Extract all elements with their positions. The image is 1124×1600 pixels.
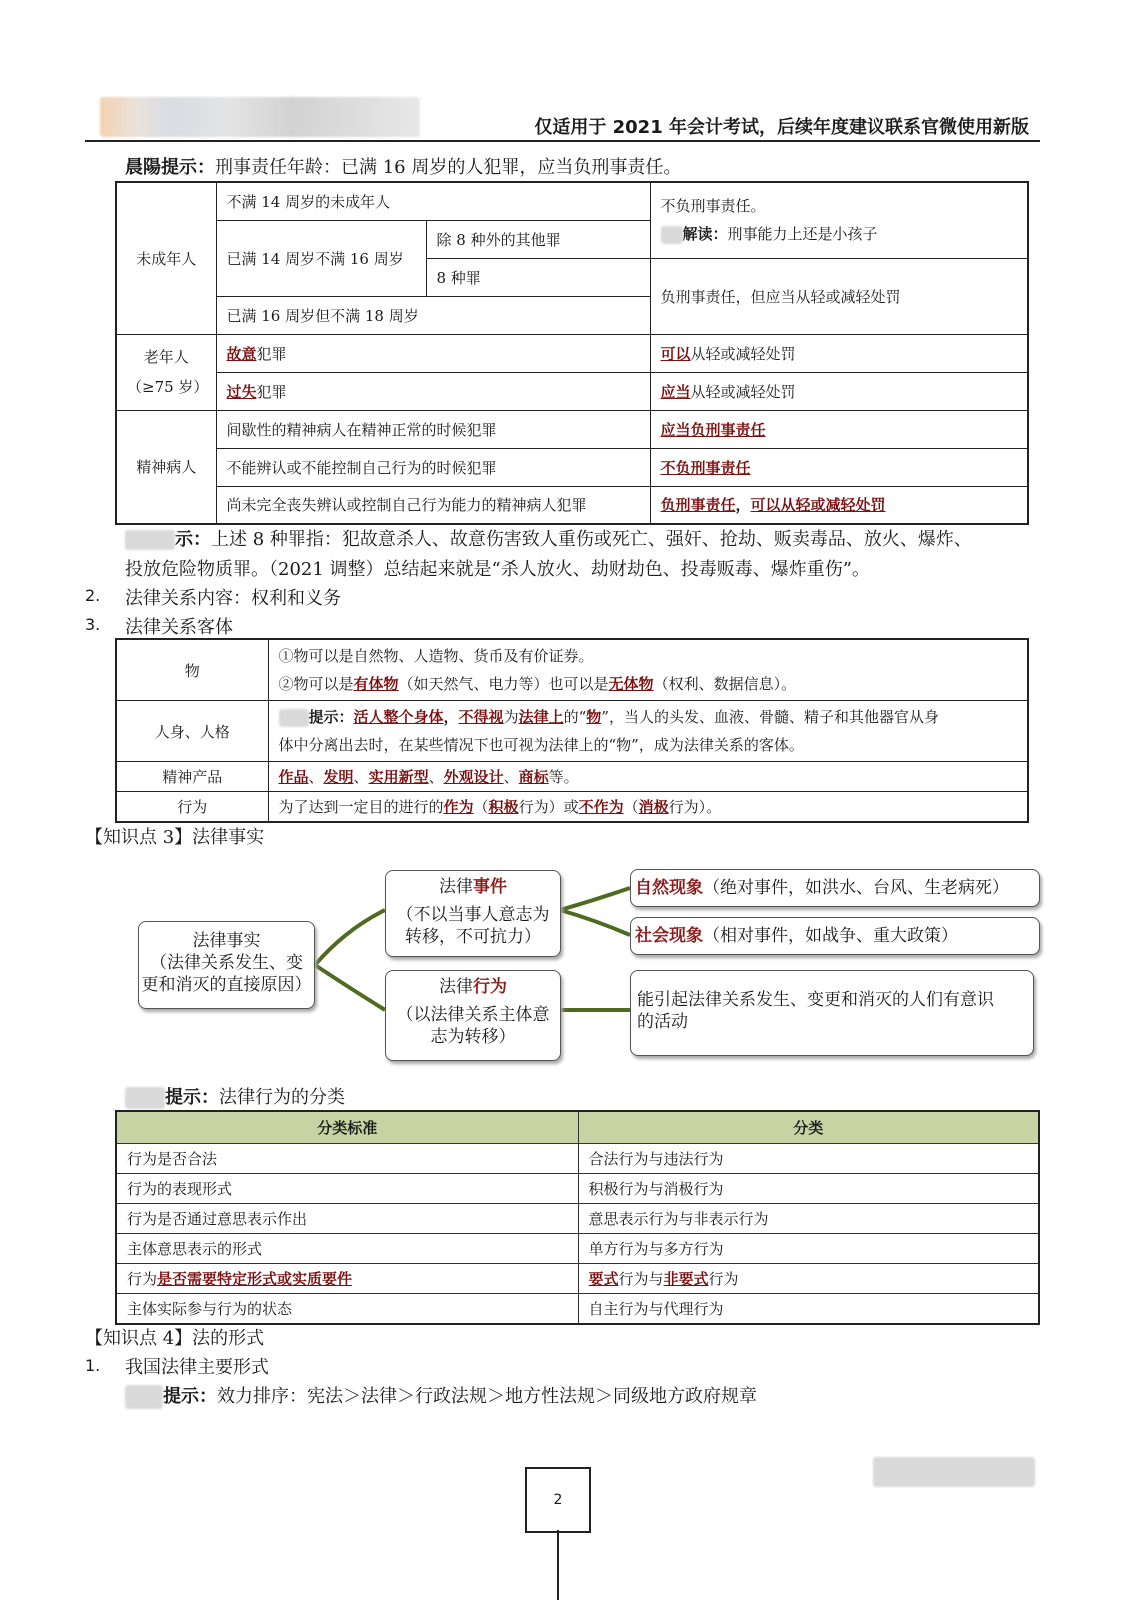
elder-shall: 应当 xyxy=(660,382,691,401)
hint-text: 刑事责任年龄：已满 16 周岁的人犯罪，应当负刑事责任。 xyxy=(215,157,682,178)
t3-r3c1: 行为是否通过意思表示作出 xyxy=(116,1204,578,1234)
table3-header xyxy=(116,1111,1039,1144)
elder-negligent: 过失 xyxy=(226,382,257,401)
t2-person-h: ”，当人的头发、血液、骨髓、精子和其他器官从身 xyxy=(601,708,939,726)
node-action-description xyxy=(630,970,1034,1056)
t2-works: 作品 xyxy=(278,768,309,786)
action-desc-l1: 能引起法律关系发生、变更和消灭的人们有意识 xyxy=(637,990,994,1010)
t2-invention: 发明 xyxy=(323,768,354,786)
cell-16-18: 已满 16 周岁但不满 18 周岁 xyxy=(216,296,650,334)
t2-act-a: 为了达到一定目的进行的 xyxy=(278,797,444,816)
elder-r2-rest: 犯罪 xyxy=(256,382,287,401)
obj-person-label: 人身、人格 xyxy=(116,701,268,762)
elder-res2-rest: 从轻或减轻处罚 xyxy=(690,382,796,401)
node-natural-phenomenon xyxy=(630,869,1040,907)
node-legal-event xyxy=(385,870,561,957)
t2-sep4: 、 xyxy=(503,768,519,786)
interpret-text: 刑事能力上还是小孩子 xyxy=(727,225,878,244)
hint2-line1: 上述 8 种罪指：犯故意杀人、故意伤害致人重伤或死亡、强奸、抢劫、贩卖毒品、放火、爆炸、 xyxy=(211,529,972,550)
elder-label: 老年人 xyxy=(143,348,189,366)
t3-r6c2: 自主行为与代理行为 xyxy=(578,1294,1039,1325)
kp3-title: 【知识点 3】法律事实 xyxy=(85,827,265,848)
hint3-text: 法律行为的分类 xyxy=(219,1087,345,1108)
t2-act-c: （ xyxy=(473,797,489,816)
cell-other-crimes: 除 8 种外的其他罪 xyxy=(426,220,650,258)
t2-thing-e: （权利、数据信息）。 xyxy=(653,675,797,693)
group-mental: 精神病人 xyxy=(116,410,216,524)
item3-num: 3. xyxy=(85,615,101,634)
header-criterion: 分类标准 xyxy=(116,1111,578,1144)
action-classification-table xyxy=(115,1110,1040,1325)
root-l1: 法律事实 xyxy=(192,931,261,951)
hint4-text: 效力排序：宪法＞法律＞行政法规＞地方性法规＞同级地方政府规章 xyxy=(217,1386,757,1407)
mental-r1: 间歇性的精神病人在精神正常的时候犯罪 xyxy=(216,410,650,448)
connector-root-action xyxy=(315,965,385,1010)
t3-r1c1: 行为是否合法 xyxy=(116,1144,578,1174)
mental-res3a: 负刑事责任 xyxy=(660,496,736,515)
interpret-label: 解读： xyxy=(682,225,728,244)
table-row xyxy=(116,1234,1039,1264)
item1b-num: 1. xyxy=(85,1356,101,1375)
t2-sep2: 、 xyxy=(353,768,369,786)
t2-thing-c: （如天然气、电力等）也可以是 xyxy=(398,675,609,693)
node-legal-fact xyxy=(138,921,315,1009)
t2-act-b: 作为 xyxy=(443,797,474,816)
t3-r6c1: 主体实际参与行为的状态 xyxy=(116,1294,578,1325)
mental-res1: 应当负刑事责任 xyxy=(660,420,766,439)
hint-legal-hierarchy xyxy=(125,1382,757,1409)
t3-r5-d: 行为与 xyxy=(618,1270,664,1288)
t2-person-f: 的“ xyxy=(563,708,587,726)
root-l2: （法律关系发生、变 xyxy=(150,953,303,973)
table-row xyxy=(116,1204,1039,1234)
action-l3: 志为转移） xyxy=(430,1027,516,1047)
t2-act-g: （ xyxy=(623,797,639,816)
cell-14-16: 已满 14 周岁不满 16 周岁 xyxy=(216,220,426,296)
natural-rest: （绝对事件，如洪水、台风、生老病死） xyxy=(703,878,1009,898)
t3-r3c2: 意思表示行为与非表示行为 xyxy=(578,1204,1039,1234)
t3-r4c1: 主体意思表示的形式 xyxy=(116,1234,578,1264)
action-l2: （以法律关系主体意 xyxy=(396,1005,550,1025)
elder-intentional: 故意 xyxy=(226,344,257,363)
mental-r2: 不能辨认或不能控制自己行为的时候犯罪 xyxy=(216,448,650,486)
hint2-line2: 投放危险物质罪。（2021 调整）总结起来就是“杀人放火、劫财劫色、投毒贩毒、爆炸重伤”。 xyxy=(125,559,870,580)
t2-sep3: 、 xyxy=(428,768,444,786)
t2-person-b: ， xyxy=(443,708,459,726)
header-text: 仅适用于 2021 年会计考试，后续年度建议联系官微使用新版 xyxy=(534,117,1029,138)
t2-utility: 实用新型 xyxy=(368,768,429,786)
elder-may: 可以 xyxy=(660,344,691,363)
obj-thing-label: 物 xyxy=(116,639,268,701)
page-line xyxy=(557,1530,559,1600)
elder-r1-rest: 犯罪 xyxy=(256,344,287,363)
t2-act-h: 消极 xyxy=(638,797,669,816)
item2-num: 2. xyxy=(85,586,101,605)
page-number: 2 xyxy=(525,1467,591,1533)
t2-person-d: 为 xyxy=(503,708,519,726)
t2-intangible: 无体物 xyxy=(608,675,654,693)
t2-person-g: 物 xyxy=(586,708,602,726)
cell-under-14: 不满 14 周岁的未成年人 xyxy=(216,182,650,220)
kp4-title: 【知识点 4】法的形式 xyxy=(85,1328,265,1349)
event-l1b: 事件 xyxy=(473,877,507,897)
t2-act-d: 积极 xyxy=(488,797,519,816)
node-social-phenomenon xyxy=(630,917,1040,955)
cell-reduced-liability: 负刑事责任，但应当从轻或减轻处罚 xyxy=(650,258,1028,334)
action-desc-l2: 的活动 xyxy=(637,1012,688,1032)
table-row xyxy=(116,1174,1039,1204)
obj-act-label: 行为 xyxy=(116,792,268,822)
t3-r5-c: 要式 xyxy=(588,1270,619,1288)
hint-action-classification xyxy=(125,1083,345,1109)
t2-act-f: 不作为 xyxy=(578,797,624,816)
t2-person-c: 不得视 xyxy=(458,708,504,726)
mental-res2: 不负刑事责任 xyxy=(660,458,751,477)
t3-r5-b: 是否需要特定形式或实质要件 xyxy=(157,1270,353,1288)
mental-res3-sep: ， xyxy=(735,496,751,515)
event-l3: 转移，不可抗力） xyxy=(405,927,541,947)
t2-design: 外观设计 xyxy=(443,768,504,786)
obj-person-l2: 体中分离出去时，在某些情况下也可视为法律上的“物”，成为法律关系的客体。 xyxy=(278,736,804,754)
group-minor: 未成年人 xyxy=(116,182,216,334)
t3-r2c2: 积极行为与消极行为 xyxy=(578,1174,1039,1204)
t2-sep1: 、 xyxy=(308,768,324,786)
t2-person-e: 法律上 xyxy=(518,708,564,726)
t2-tangible: 有体物 xyxy=(353,675,399,693)
action-l1a: 法律 xyxy=(439,977,473,997)
t3-r2c1: 行为的表现形式 xyxy=(116,1174,578,1204)
item3-text: 法律关系客体 xyxy=(125,617,233,638)
root-l3: 更和消灭的直接原因） xyxy=(141,975,312,995)
hint4-label: 提示： xyxy=(163,1386,217,1407)
t3-r5-f: 行为 xyxy=(708,1270,739,1288)
connector-root-event xyxy=(315,910,385,965)
no-liability-text: 不负刑事责任。 xyxy=(660,197,766,216)
t2-trademark: 商标 xyxy=(518,768,549,786)
table-row xyxy=(116,1294,1039,1325)
t2-act-i: 行为）。 xyxy=(668,797,722,816)
t2-person-hint: 提示： xyxy=(308,708,354,726)
social-rest: （相对事件，如战争、重大政策） xyxy=(703,926,958,946)
t3-r1c2: 合法行为与违法行为 xyxy=(578,1144,1039,1174)
obj-thing-l1: ①物可以是自然物、人造物、货币及有价证券。 xyxy=(278,647,594,665)
cell-8-crimes: 8 种罪 xyxy=(426,258,650,296)
table-row xyxy=(116,1144,1039,1174)
t2-person-a: 活人整个身体 xyxy=(353,708,444,726)
elder-age: （≥75 岁） xyxy=(127,378,209,396)
t2-etc: 等。 xyxy=(548,768,579,786)
elder-res1-rest: 从轻或减轻处罚 xyxy=(690,344,796,363)
hint3-label: 提示： xyxy=(165,1087,219,1108)
mental-res3b: 可以从轻或减轻处罚 xyxy=(750,496,886,515)
table-row xyxy=(116,1264,1039,1294)
mental-r3: 尚未完全丧失辨认或控制自己行为能力的精神病人犯罪 xyxy=(216,486,650,524)
connector-event-natural xyxy=(560,888,630,910)
t2-act-e: 行为）或 xyxy=(518,797,579,816)
event-l2: （不以当事人意志为 xyxy=(396,905,550,925)
item1b-text: 我国法律主要形式 xyxy=(125,1357,269,1378)
blurred-footer-logo xyxy=(873,1457,1035,1487)
social-hl: 社会现象 xyxy=(635,926,703,946)
t3-r5-e: 非要式 xyxy=(663,1270,709,1288)
action-l1b: 行为 xyxy=(473,977,507,997)
event-l1a: 法律 xyxy=(439,877,473,897)
hint-label: 晨陽提示： xyxy=(125,157,215,178)
t3-r5-a: 行为 xyxy=(127,1270,158,1288)
header-classification: 分类 xyxy=(578,1111,1039,1144)
obj-spirit-label: 精神产品 xyxy=(116,762,268,792)
natural-hl: 自然现象 xyxy=(635,878,703,898)
connector-event-social xyxy=(560,910,630,935)
t2-thing-a: ②物可以是 xyxy=(278,675,354,693)
node-legal-action xyxy=(385,970,561,1061)
t3-r4c2: 单方行为与多方行为 xyxy=(578,1234,1039,1264)
hint2-label: 示： xyxy=(175,529,211,550)
item2-text: 法律关系内容：权利和义务 xyxy=(125,588,341,609)
